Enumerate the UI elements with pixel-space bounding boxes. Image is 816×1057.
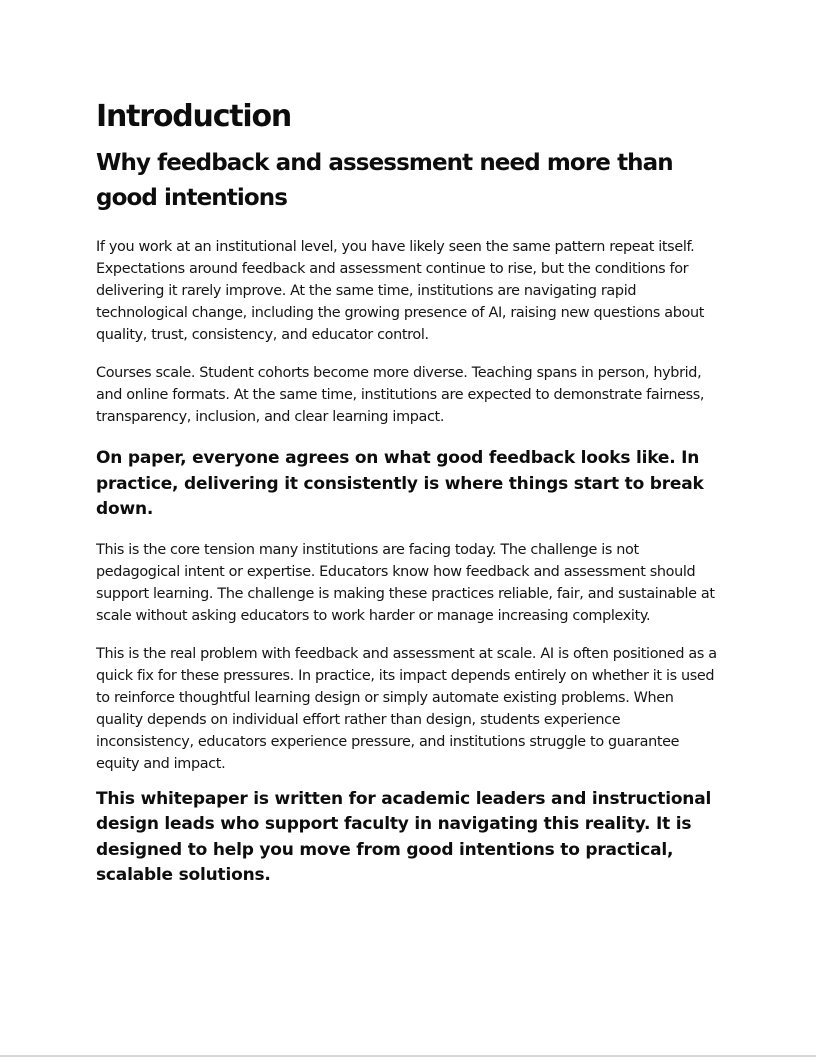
audience-callout: This whitepaper is written for academic leaders and instructional design leads who support faculty in navigating this reality. It is designed to help you move from good intentions to practical, scalable solutions.	[96, 788, 712, 885]
scale-paragraph: Courses scale. Student cohorts become more diverse. Teaching spans in person, hybrid, and online formats. At the same time, institutions are expected to demonstrate fairness, transparency, inclusion, and clear learning impact.	[96, 365, 705, 425]
intro-paragraph: If you work at an institutional level, you have likely seen the same pattern repeat itself. Expectations around feedback and assessment continue to rise, but the conditions for delivering it rarely improve. At the same time, institutions are navigating rapid technological change, including the growing presence of AI, raising new questions about quality, trust, consistency, and educator control.	[96, 239, 705, 343]
page-content	[96, 94, 720, 889]
page-title: Introduction	[96, 99, 292, 134]
real-problem-paragraph: This is the real problem with feedback and assessment at scale. AI is often positioned as a quick fix for these pressures. In practice, its impact depends entirely on whether it is used to reinforce thoughtful learning design or simply automate existing problems. When quality depends on individual effort rather than design, students experience inconsistency, educators experience pressure, and institutions struggle to guarantee equity and impact.	[96, 645, 717, 772]
callout-paragraph: On paper, everyone agrees on what good feedback looks like. In practice, delivering it consistently is where things start to break down.	[96, 448, 704, 519]
core-tension-paragraph: This is the core tension many institutions are facing today. The challenge is not pedagogical intent or expertise. Educators know how feedback and assessment should support learning. The challenge is making these practices reliable, fair, and sustainable at scale without asking educators to work harder or manage increasing complexity.	[96, 541, 715, 624]
page-subtitle: Why feedback and assessment need more than good intentions	[96, 150, 673, 211]
